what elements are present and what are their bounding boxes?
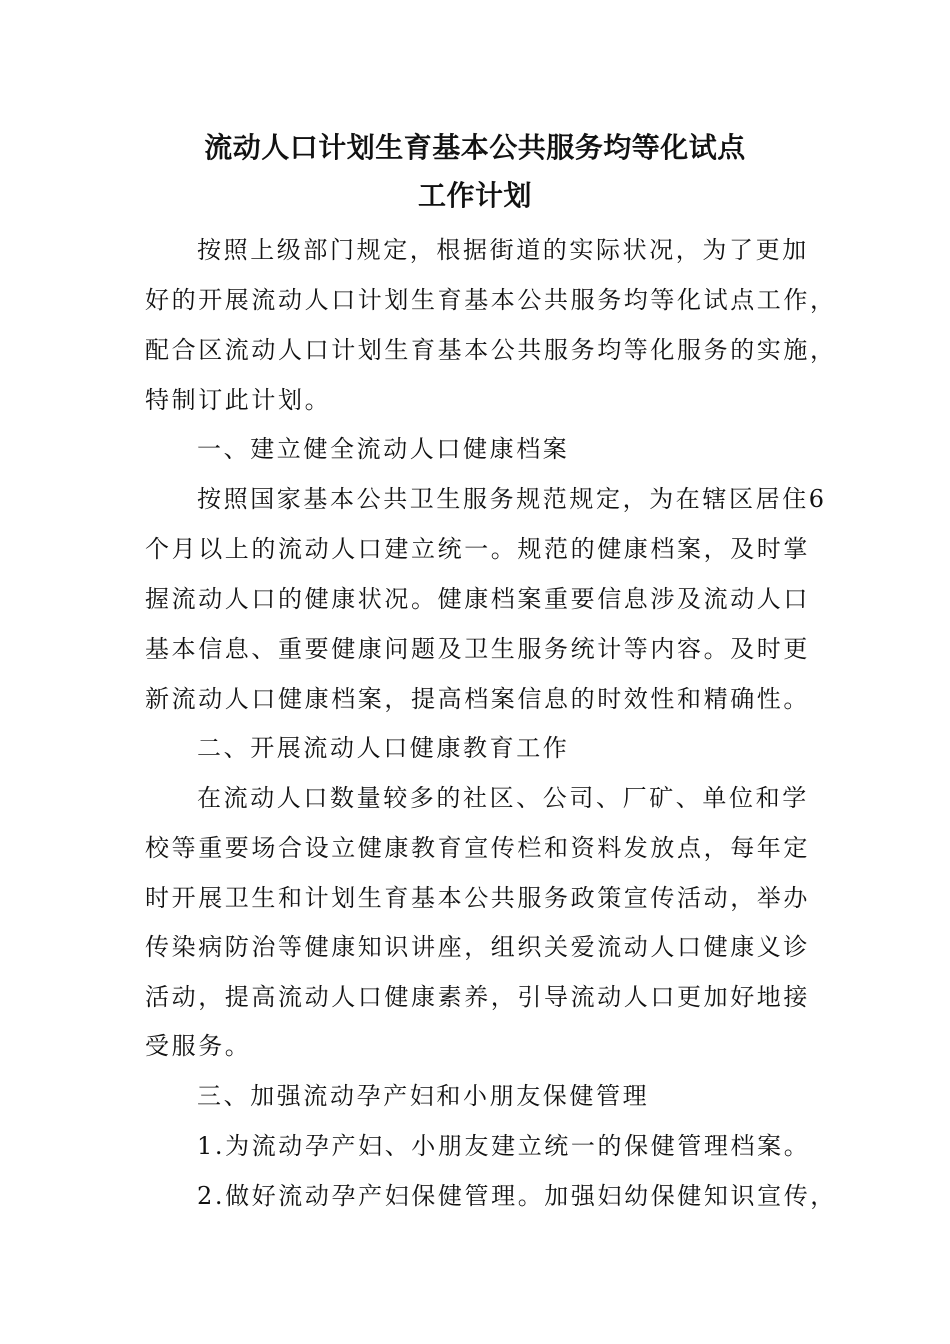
section-heading: 二、开展流动人口健康教育工作	[197, 734, 570, 762]
list-item: 2.做好流动孕产妇保健管理。加强妇幼保健知识宣传，	[197, 1182, 837, 1210]
paragraph-line: 配合区流动人口计划生育基本公共服务均等化服务的实施，	[145, 336, 837, 364]
document-title-line-1: 流动人口计划生育基本公共服务均等化试点	[204, 131, 746, 164]
paragraph-line: 特制订此计划。	[145, 386, 332, 414]
paragraph-line: 按照国家基本公共卫生服务规范规定，为在辖区居住6	[197, 485, 827, 513]
section-heading: 三、加强流动孕产妇和小朋友保健管理	[197, 1082, 650, 1110]
list-item: 1.为流动孕产妇、小朋友建立统一的保健管理档案。	[197, 1132, 811, 1160]
paragraph-line: 基本信息、重要健康问题及卫生服务统计等内容。及时更	[145, 635, 810, 663]
paragraph-line: 个月以上的流动人口建立统一。规范的健康档案，及时掌	[145, 535, 810, 563]
paragraph-line: 在流动人口数量较多的社区、公司、厂矿、单位和学	[197, 784, 809, 812]
paragraph-line: 活动，提高流动人口健康素养，引导流动人口更加好地接	[145, 983, 810, 1011]
paragraph-line: 校等重要场合设立健康教育宣传栏和资料发放点，每年定	[145, 834, 810, 862]
paragraph-line: 新流动人口健康档案，提高档案信息的时效性和精确性。	[145, 685, 810, 713]
document-title-line-2: 工作计划	[417, 179, 532, 212]
paragraph-line: 按照上级部门规定，根据街道的实际状况，为了更加	[197, 236, 809, 264]
paragraph-line: 时开展卫生和计划生育基本公共服务政策宣传活动，举办	[145, 884, 810, 912]
paragraph-line: 受服务。	[145, 1032, 252, 1060]
paragraph-line: 握流动人口的健康状况。健康档案重要信息涉及流动人口	[145, 585, 810, 613]
section-heading: 一、建立健全流动人口健康档案	[197, 435, 570, 463]
paragraph-line: 传染病防治等健康知识讲座，组织关爱流动人口健康义诊	[145, 933, 810, 961]
paragraph-line: 好的开展流动人口计划生育基本公共服务均等化试点工作，	[145, 286, 837, 314]
